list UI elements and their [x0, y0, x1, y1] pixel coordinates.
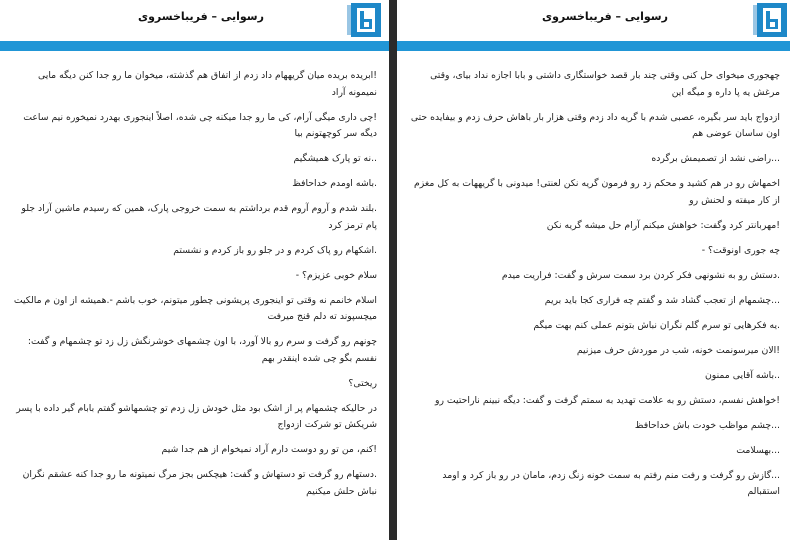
- paragraph: ...بهسلامت: [736, 444, 780, 456]
- page-content: [409, 68, 780, 509]
- paragraph: .اشکهام رو پاک کردم و در جلو رو باز کردم و نشستم: [173, 244, 377, 256]
- page-right: [397, 0, 790, 540]
- paragraph: !ابریده بریده میان گریههام داد زدم از اتفاق هم گذشته، میخوان ما رو جدا کنن دیگه مایی نمیمونه آراد: [38, 70, 377, 98]
- paragraph: چه جوری اونوقت؟ -: [701, 244, 780, 256]
- paragraph: ازدواج باید سر بگیره، عصبی شدم با گریه داد زدم وقتی هزار بار باهاش حرف زدم و بیفایده حتی اون ساسان عوضی هم: [410, 111, 780, 139]
- page-header: [397, 0, 790, 41]
- paragraph: .باشه اومدم خداحافظ: [292, 178, 377, 189]
- site-logo-icon: [347, 3, 381, 37]
- paragraph: اسلام خانمم نه وقتی تو اینجوری پریشونی چطور میتونم، خوب باشم -.همیشه از اون م مالکیت میچسپوند ته دلم قنج میرفت: [13, 294, 377, 322]
- paragraph: ...چشم مواظب خودت باش خداحافظ: [634, 419, 780, 431]
- paragraph: ...راضی نشد از تصمیمش برگرده: [651, 153, 780, 164]
- paragraph: چهجوری میخوای حل کنی وقتی چند بار قصد خواستگاری داشتی و بابا اجازه نداد بیای، وقتی مرغش یه پا داره و میگه این: [430, 70, 780, 98]
- page-divider: [389, 0, 397, 540]
- paragraph: .دستش رو به نشونهی فکر کردن برد سمت سرش و گفت: فراریت میدم: [501, 269, 780, 281]
- paragraph: .دستهام رو گرفت تو دستهاش و گفت: هیچکس بجز مرگ نمیتونه ما رو جدا کنه عشقم نگران نباش حلش میکنیم: [22, 469, 377, 497]
- page-left: [0, 0, 389, 540]
- paragraph: ..باشه آقایی ممنون: [704, 369, 780, 381]
- paragraph: !کنم، من تو رو دوست دارم آراد نمیخوام از هم جدا شیم: [161, 444, 377, 455]
- site-logo-icon: [753, 3, 787, 37]
- paragraph: !مهربانتر کرد وگفت: خواهش میکنم آرام حل میشه گریه نکن: [546, 219, 780, 231]
- header-band: [0, 41, 389, 51]
- paragraph: ..نه تو پارک همیشگیم: [293, 153, 377, 164]
- paragraph: ریختی؟: [348, 377, 377, 389]
- header-band: [397, 41, 790, 51]
- page-title: رسوایی – فریباخسروی: [542, 10, 668, 23]
- paragraph: سلام خوبی عزیزم؟ -: [295, 269, 377, 281]
- paragraph: !خواهش نفسم، دستش رو به علامت تهدید به سمتم گرفت و گفت: دیگه نبینم ناراحتیت رو: [434, 394, 780, 406]
- page-title: رسوایی – فریباخسروی: [138, 10, 264, 23]
- paragraph: ...چشمهام از تعجب گشاد شد و گفتم چه فراری کجا باید بریم: [544, 294, 780, 306]
- page-content: [10, 68, 377, 509]
- paragraph: در حالیکه چشمهام پر از اشک بود مثل خودش زل زدم تو چشمهاشو گفتم بابام گیر داده با پسر شریکش تو شرکت ازدواج: [16, 402, 377, 430]
- page-header: [0, 0, 389, 41]
- paragraph: .بلند شدم و آروم آروم قدم برداشتم به سمت خروجی پارک، همین که رسیدم ماشین آراد جلو پام ترمز کرد: [21, 203, 377, 231]
- paragraph: ...گازش رو گرفت و رفت منم رفتم به سمت خونه زنگ زدم، مامان در رو باز کرد و اومد استقبالم: [442, 469, 780, 497]
- paragraph: .یه فکرهایی تو سرم گلم نگران نباش بتونم عملی کنم بهت میگم: [533, 319, 780, 331]
- paragraph: چونهم رو گرفت و سرم رو بالا آورد، با اون چشمهای خوشرنگش زل زد تو چشمهام و گفت: نفسم بگو چی شده اینقدر بهم: [27, 336, 377, 364]
- paragraph: !چی داری میگی آرام، کی ما رو جدا میکنه چی شده، اصلاً اینجوری بهدرد نمیخوره نیم ساعت دیگه سر کوچهتونم بیا: [23, 111, 377, 139]
- paragraph: اخمهاش رو در هم کشید و محکم زد رو فرمون گریه نکن لعنتی! میدونی با گریههات به کل مغزم از کار میفته و لحنش رو: [414, 178, 780, 206]
- paragraph: !الان میرسونمت خونه، شب در موردش حرف میزنیم: [576, 344, 780, 356]
